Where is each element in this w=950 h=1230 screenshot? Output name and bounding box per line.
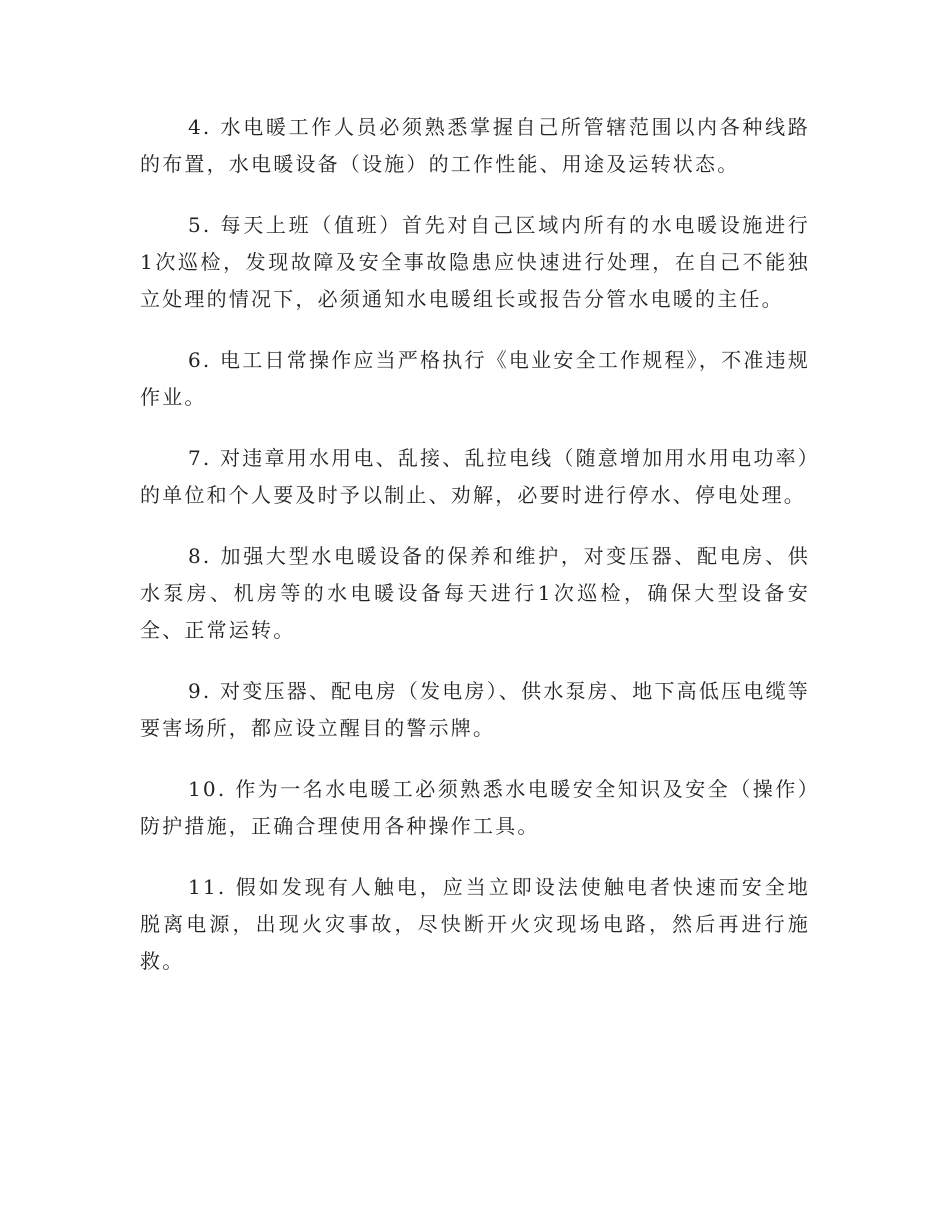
paragraph-item-5: 5. 每天上班（值班）首先对自己区域内所有的水电暖设施进行1次巡检，发现故障及安全事故隐患应快速进行处理，在自己不能独立处理的情况下，必须通知水电暖组长或报告分管水电暖的主任。 [140, 213, 810, 311]
paragraph-item-6: 6. 电工日常操作应当严格执行《电业安全工作规程》，不准违规作业。 [140, 348, 810, 409]
paragraph-item-9: 9. 对变压器、配电房（发电房）、供水泵房、地下高低压电缆等要害场所，都应设立醒目的警示牌。 [140, 679, 810, 740]
paragraph-item-10: 10. 作为一名水电暖工必须熟悉水电暖安全知识及安全（操作）防护措施，正确合理使用各种操作工具。 [140, 777, 810, 838]
paragraph-item-11: 11. 假如发现有人触电，应当立即设法使触电者快速而安全地脱离电源，出现火灾事故，尽快断开火灾现场电路，然后再进行施救。 [140, 875, 810, 973]
document-body [140, 109, 810, 1004]
paragraph-item-4: 4. 水电暖工作人员必须熟悉掌握自己所管辖范围以内各种线路的布置，水电暖设备（设施）的工作性能、用途及运转状态。 [140, 115, 810, 176]
paragraph-item-8: 8. 加强大型水电暖设备的保养和维护，对变压器、配电房、供水泵房、机房等的水电暖设备每天进行1次巡检，确保大型设备安全、正常运转。 [140, 544, 810, 642]
paragraph-item-7: 7. 对违章用水用电、乱接、乱拉电线（随意增加用水用电功率）的单位和个人要及时予以制止、劝解，必要时进行停水、停电处理。 [140, 446, 810, 507]
